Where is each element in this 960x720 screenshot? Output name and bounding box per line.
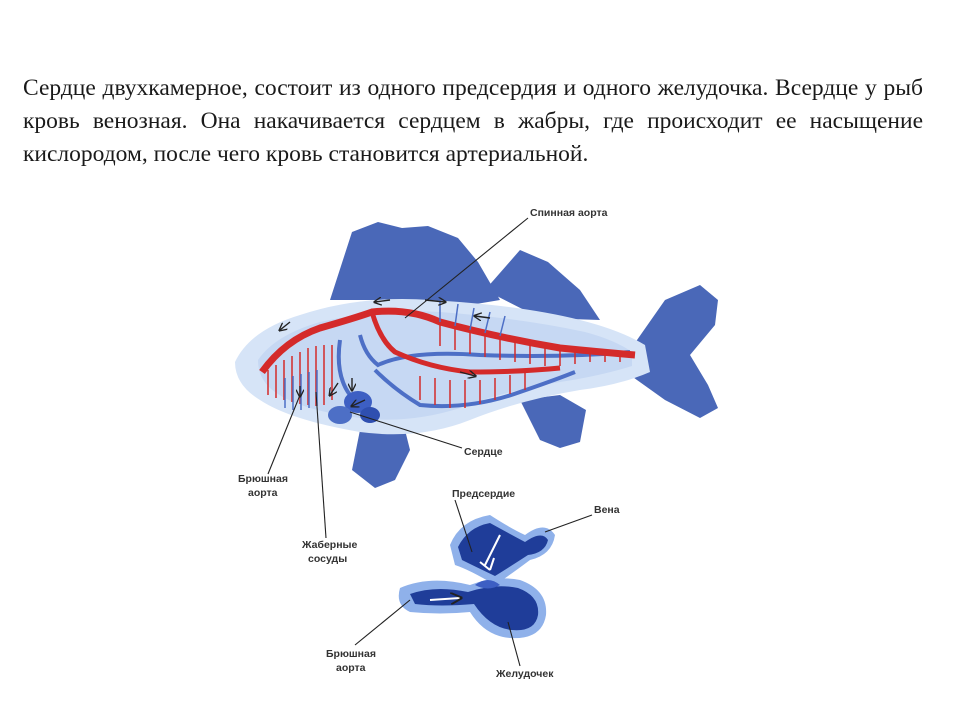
label-vein: Вена bbox=[594, 504, 620, 516]
label-heart: Сердце bbox=[464, 446, 503, 458]
label-ventral-aorta-2: аорта bbox=[248, 487, 278, 499]
label-gill-vessels-2: сосуды bbox=[308, 553, 348, 565]
label-ventral-aorta2-1: Брюшная bbox=[326, 648, 376, 660]
paragraph-text: Сердце двухкамерное, состоит из одного предсердия и одного желудочка. Всердце у рыб кровь венозная. Она накачивается сердцем в жабры, где происходит ее насыщение кислородом, после чего кровь становится артериальной. bbox=[23, 75, 923, 167]
dorsal-fin bbox=[330, 222, 500, 305]
enlarged-heart bbox=[399, 515, 555, 638]
anal-fin bbox=[520, 395, 586, 448]
pelvic-fin bbox=[352, 430, 410, 488]
label-ventricle: Желудочек bbox=[496, 668, 554, 680]
label-ventral-aorta-1: Брюшная bbox=[238, 473, 288, 485]
label-dorsal-aorta: Спинная аорта bbox=[530, 207, 608, 219]
label-ventral-aorta2-2: аорта bbox=[336, 662, 366, 674]
label-atrium: Предсердие bbox=[452, 488, 516, 500]
label-gill-vessels-1: Жаберные bbox=[302, 539, 358, 551]
